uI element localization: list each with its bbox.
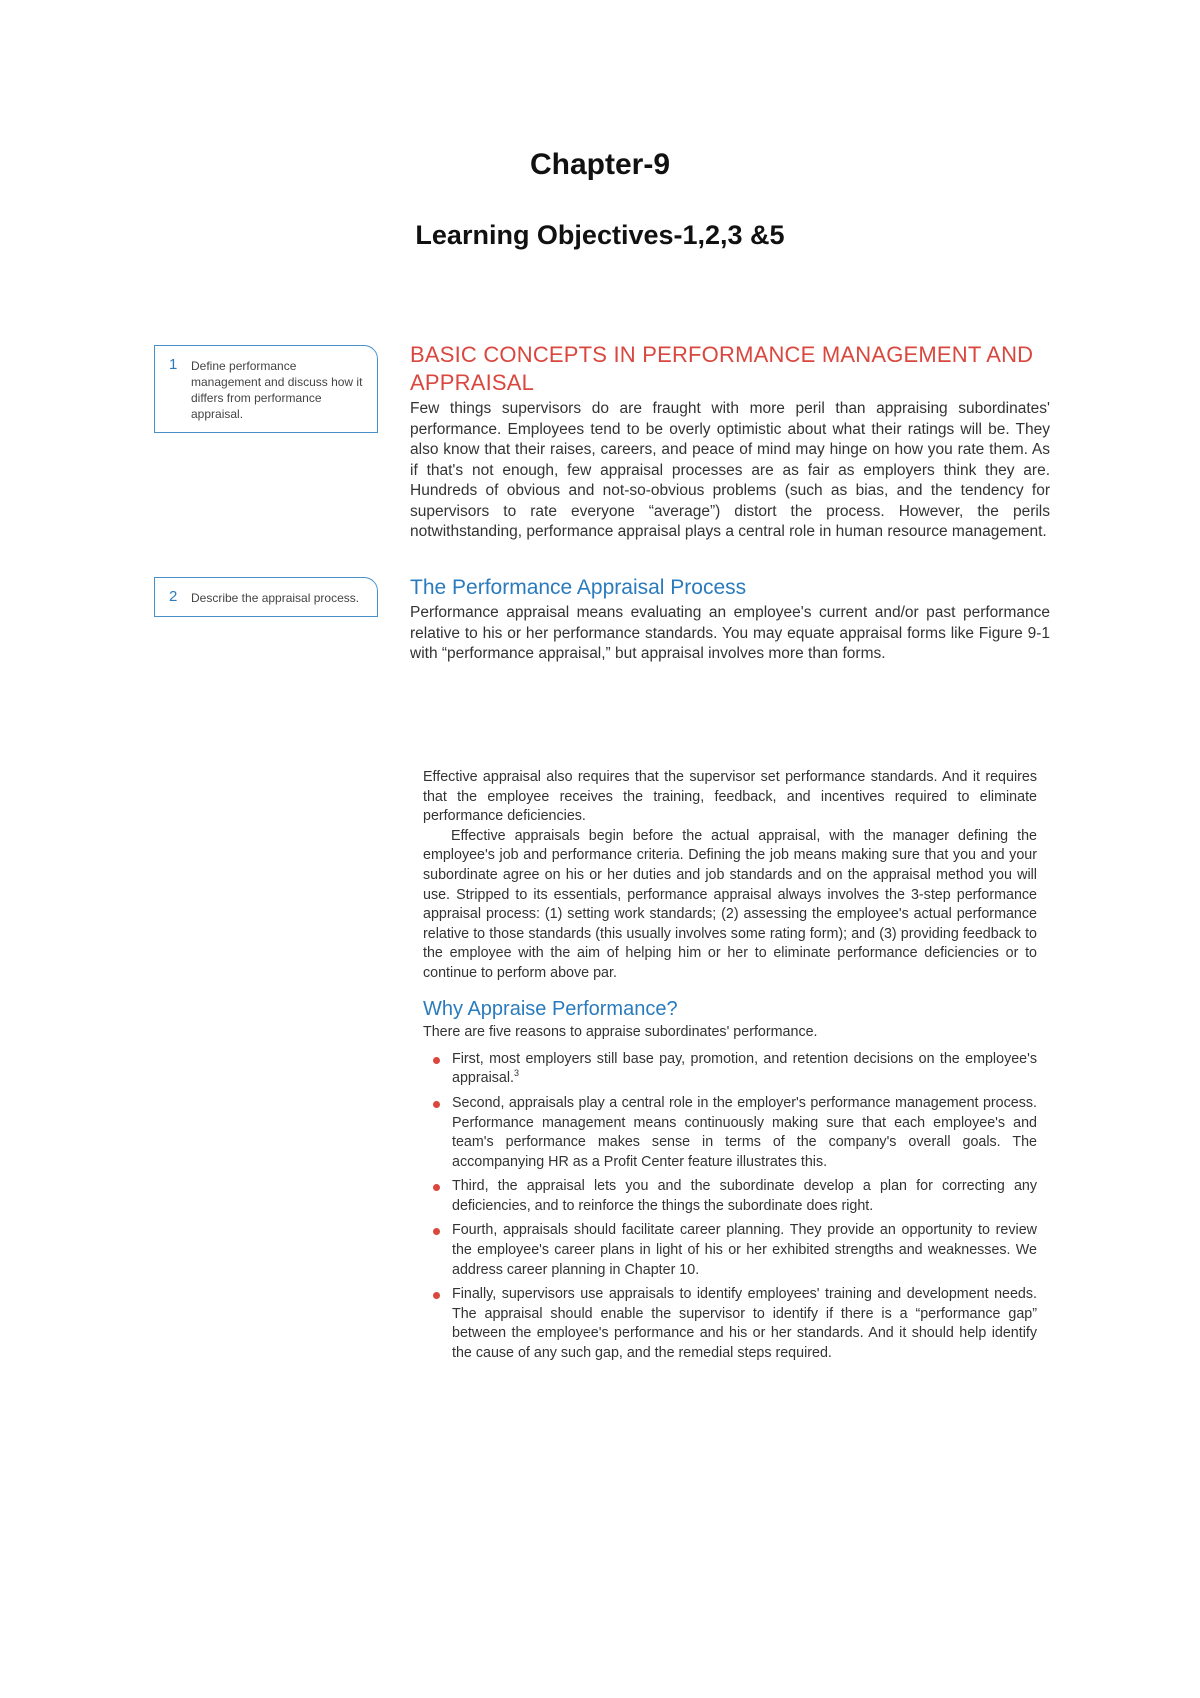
bullet-list	[423, 1050, 1037, 1364]
list-item	[423, 1221, 1037, 1280]
bullet-text: Second, appraisals play a central role in the employer's performance management process. Performance management means continuously making sure that each employee's and team's performance makes sense in terms of the company's overall goals. The accompanying HR as a Profit Center feature illustrates this.	[452, 1094, 1037, 1170]
bullet-icon	[433, 1228, 440, 1235]
paragraph: Effective appraisal also requires that the supervisor set performance standards. And it requires that the employee receives the training, feedback, and incentives required to eliminate performance deficiencies.	[423, 769, 1037, 825]
list-item	[423, 1177, 1037, 1216]
objective-box-2	[154, 577, 378, 617]
objective-text: Describe the appraisal process.	[191, 591, 360, 605]
bullet-icon	[433, 1101, 440, 1108]
bullet-text: Finally, supervisors use appraisals to identify employees' training and development needs. The appraisal should enable the supervisor to identify if there is a “performance gap” between the employee's performance and his or her standards. And it should help identify the cause of any such gap, and the remedial steps required.	[452, 1286, 1037, 1362]
section-paragraph: Performance appraisal means evaluating an employee's current and/or past performance relative to his or her performance standards. You may equate appraisal forms like Figure 9-1 with “performance appraisal,” but appraisal involves more than forms.	[410, 604, 1050, 662]
objective-text: Define performance management and discuss how it differs from performance appraisal.	[191, 359, 363, 421]
objective-number: 2	[169, 588, 178, 605]
list-item	[423, 1094, 1037, 1172]
learning-objectives-title: Learning Objectives-1,2,3 &5	[415, 220, 785, 250]
paragraph: There are five reasons to appraise subordinates' performance.	[423, 1024, 818, 1041]
section-subheading: Why Appraise Performance?	[423, 997, 678, 1020]
section-paragraph: Few things supervisors do are fraught with more peril than appraising subordinates' performance. Employees tend to be overly optimistic about what their ratings will be. They also know that their raises, careers, and peace of mind may hinge on how you rate them. As if that's not enough, few appraisal processes are as fair as employers think they are. Hundreds of obvious and not-so-obvious problems (such as bias, and the tendency for supervisors to rate everyone “average”) distort the process. However, the perils notwithstanding, performance appraisal plays a central role in human resource management.	[410, 400, 1050, 540]
paragraph: Effective appraisals begin before the actual appraisal, with the manager defining the employee's job and performance criteria. Defining the job means making sure that you and your subordinate agree on his or her duties and job standards and on the appraisal method you will use. Stripped to its essentials, performance appraisal always involves the 3-step performance appraisal process: (1) setting work standards; (2) assessing the employee's actual performance relative to those standards (this usually involves some rating form); and (3) providing feedback to the employee with the aim of helping him or her to eliminate performance deficiencies or to continue to perform above par.	[423, 827, 1037, 981]
bullet-text: First, most employers still base pay, promotion, and retention decisions on the employee's appraisal.	[452, 1050, 1037, 1087]
list-item	[423, 1285, 1037, 1363]
section-heading: BASIC CONCEPTS IN PERFORMANCE MANAGEMENT AND APPRAISAL	[410, 342, 1034, 395]
bullet-icon	[433, 1292, 440, 1299]
bullet-icon	[433, 1057, 440, 1064]
objective-box-1	[154, 345, 378, 433]
bullet-text: Fourth, appraisals should facilitate career planning. They provide an opportunity to review the employee's career plans in light of his or her exhibited strengths and weaknesses. We address career planning in Chapter 10.	[452, 1222, 1037, 1278]
section-effective-appraisal	[423, 768, 1037, 1369]
objective-number: 1	[169, 356, 178, 373]
bullet-icon	[433, 1184, 440, 1191]
bullet-text: Third, the appraisal lets you and the subordinate develop a plan for correcting any deficiencies, and to reinforce the things the subordinate does right.	[452, 1178, 1037, 1214]
chapter-title: Chapter-9	[529, 148, 671, 181]
section-appraisal-process	[410, 575, 1050, 665]
list-item	[423, 1050, 1037, 1089]
section-basic-concepts	[410, 341, 1050, 543]
section-subheading: The Performance Appraisal Process	[410, 576, 747, 599]
footnote-marker: 3	[514, 1068, 520, 1079]
